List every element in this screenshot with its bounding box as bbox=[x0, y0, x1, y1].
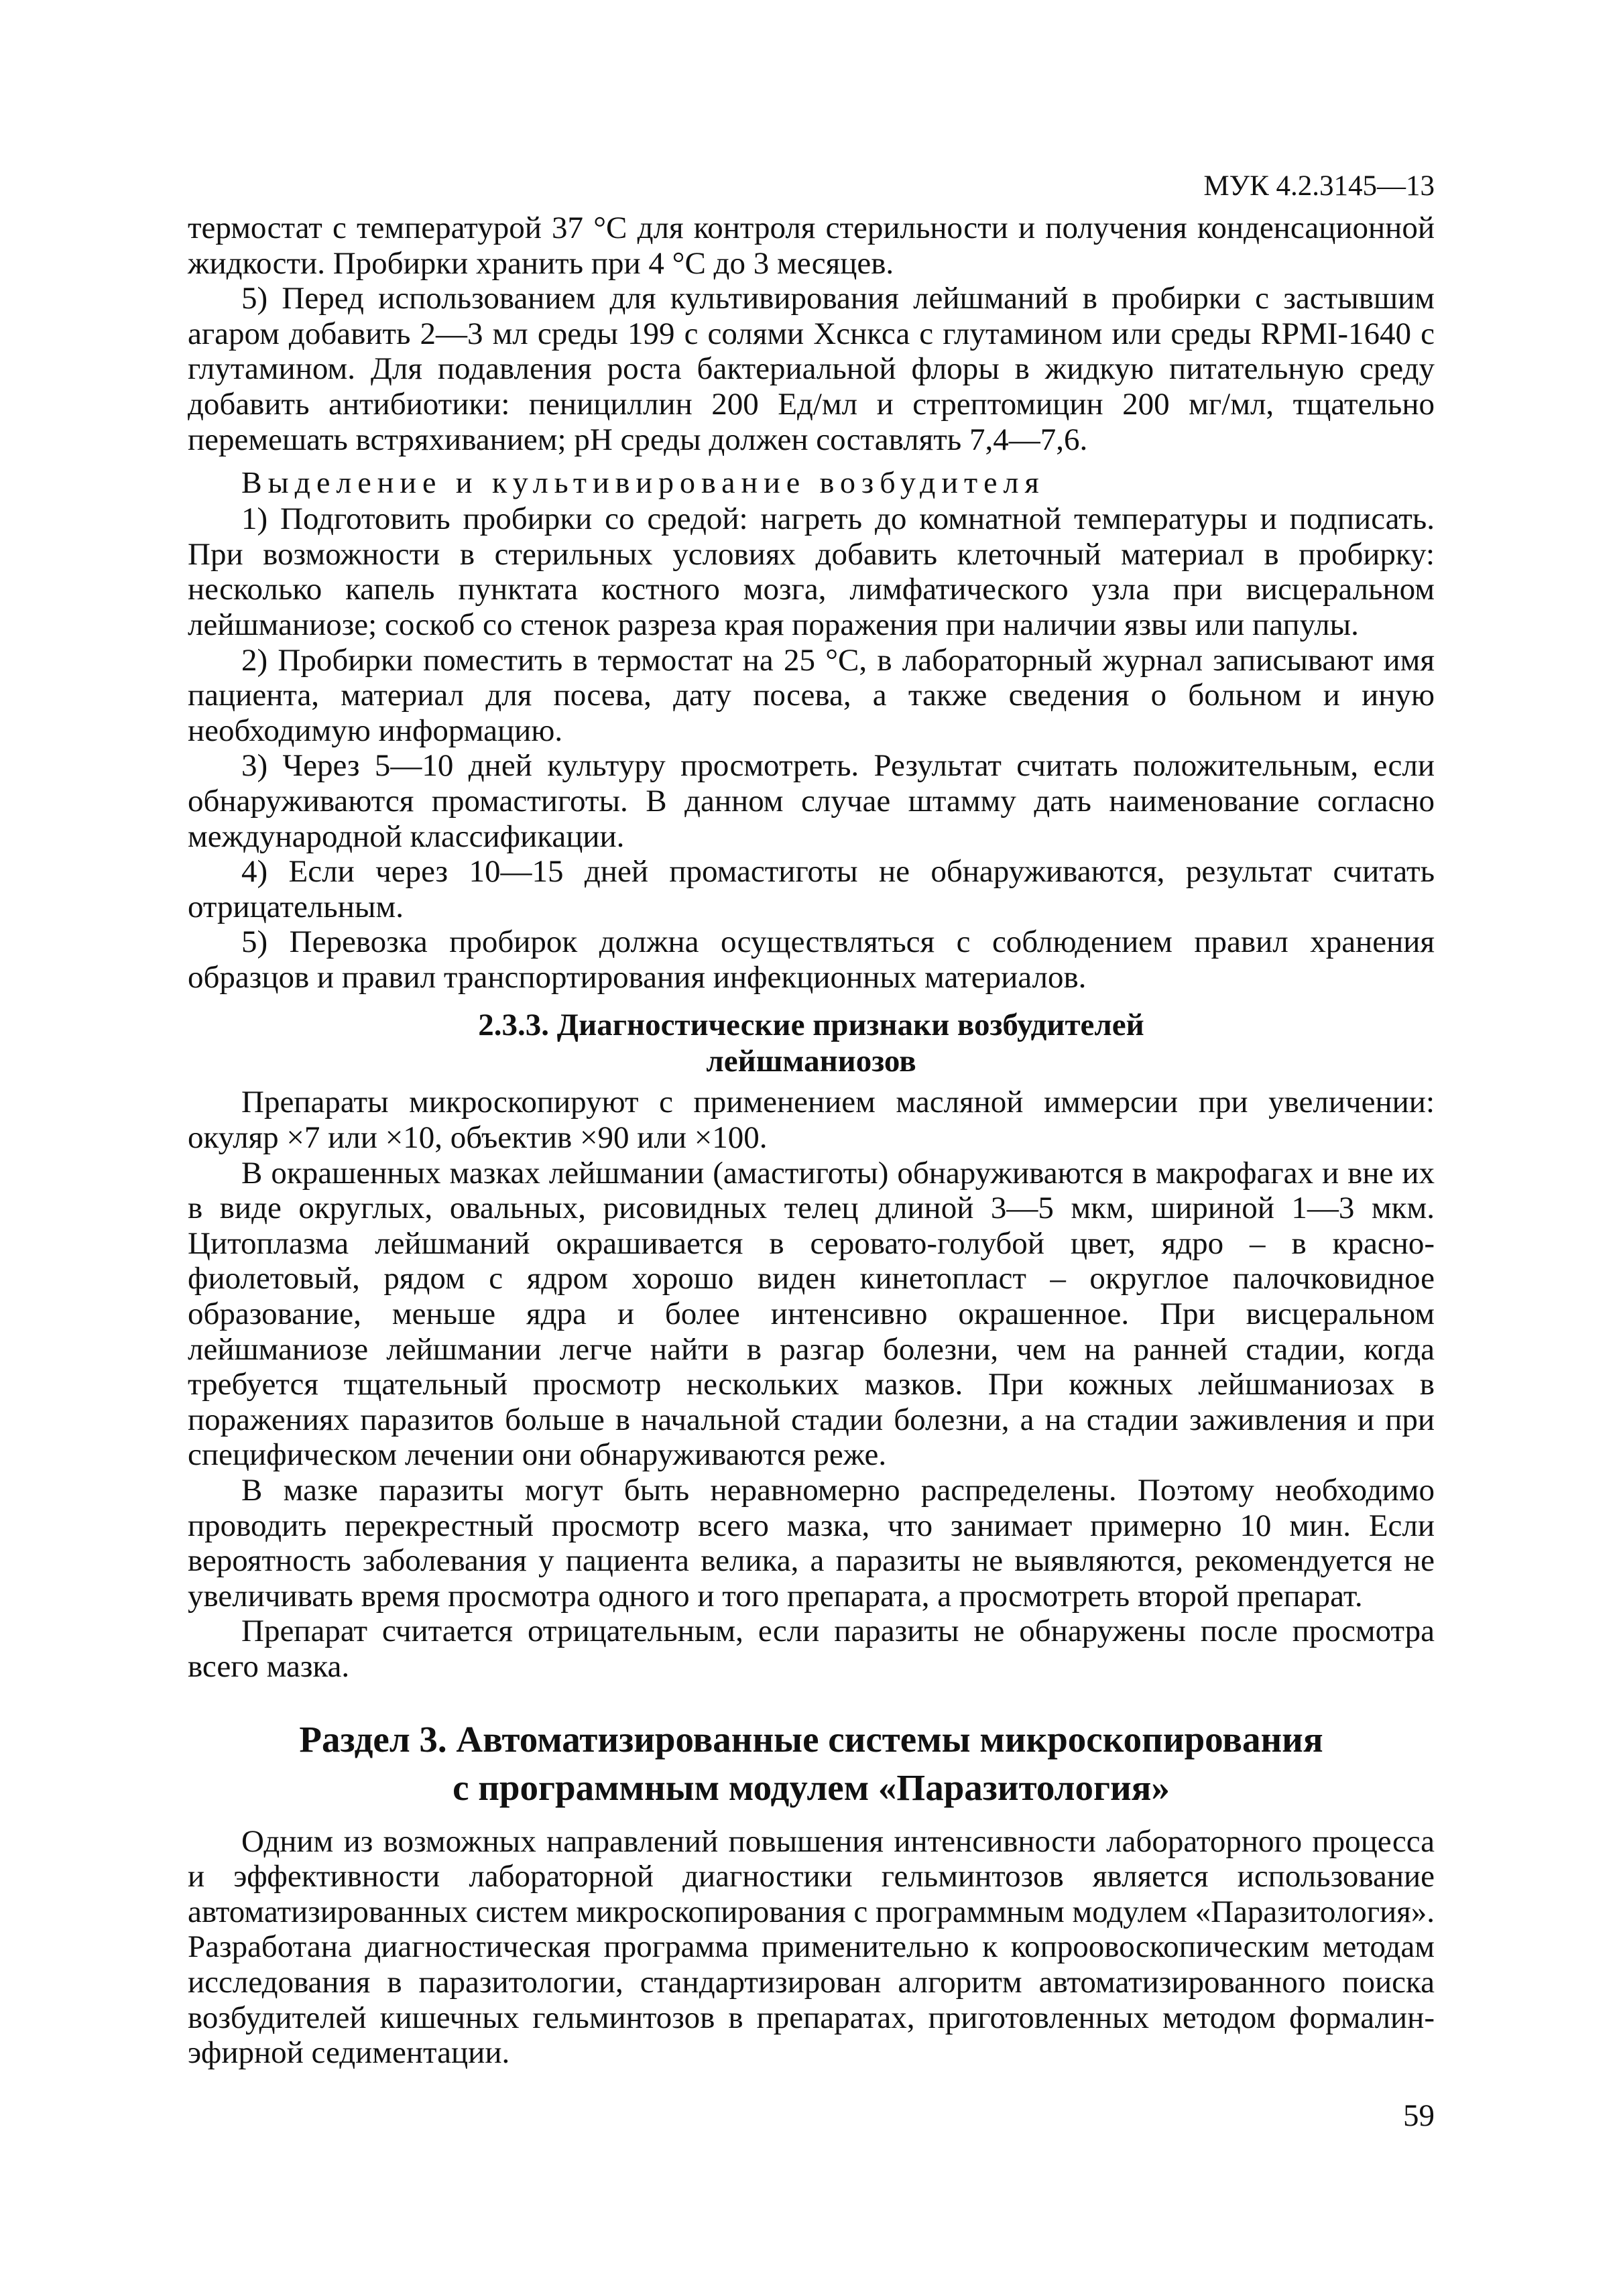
section-title-line: с программным модулем «Паразитология» bbox=[453, 1766, 1170, 1808]
section-title bbox=[188, 1715, 1435, 1812]
paragraph-step-1: 1) Подготовить пробирки со средой: нагреть до комнатной температуры и подписать. При возможности в стерильных условиях добавить клеточный материал в пробирку: несколько капель пунктата костного мозга, лимфатического узла при висцеральном лейшманиозе; соскоб со стенок разреза края поражения при наличии язвы или папулы. bbox=[188, 501, 1435, 642]
body-text bbox=[188, 210, 1435, 2071]
section-title-line: Раздел 3. Автоматизированные системы микроскопирования bbox=[299, 1718, 1323, 1760]
paragraph-magnification: Препараты микроскопируют с применением масляной иммерсии при увеличении: окуляр ×7 или ×10, объектив ×90 или ×100. bbox=[188, 1085, 1435, 1156]
subsection-title-line: лейшманиозов bbox=[706, 1044, 916, 1079]
paragraph-continuation: термостат с температурой 37 °С для контроля стерильности и получения конденсационной жидкости. Пробирки хранить при 4 °С до 3 месяцев. bbox=[188, 210, 1435, 281]
paragraph-step-4: 4) Если через 10—15 дней промастиготы не обнаруживаются, результат считать отрицательным. bbox=[188, 854, 1435, 924]
paragraph-negative-result: Препарат считается отрицательным, если паразиты не обнаружены после просмотра всего мазка. bbox=[188, 1614, 1435, 1684]
page-number: 59 bbox=[1403, 2098, 1435, 2133]
paragraph-step-5-media: 5) Перед использованием для культивирования лейшманий в пробирки с застывшим агаром добавить 2—3 мл среды 199 с солями Хснкса с глутамином или среды RPMI-1640 с глутамином. Для подавления роста бактериальной флоры в жидкую питательную среду добавить антибиотики: пенициллин 200 Ед/мл и стрептомицин 200 мг/мл, тщательно перемешать встряхиванием; рН среды должен составлять 7,4—7,6. bbox=[188, 281, 1435, 457]
spaced-subheading: Выделение и культивирование возбудителя bbox=[241, 465, 1045, 500]
subsection-title bbox=[188, 1007, 1435, 1079]
paragraph-stained-smears: В окрашенных мазках лейшмании (амастиготы) обнаруживаются в макрофагах и вне их в виде округлых, овальных, рисовидных телец длиной 3—5 мкм, шириной 1—3 мкм. Цитоплазма лейшманий окрашивается в серовато-голубой цвет, ядро – в красно-фиолетовый, рядом с ядром хорошо виден кинетопласт – округлое палочковидное образование, меньше ядра и более интенсивно окрашенное. При висцеральном лейшманиозе лейшмании легче найти в разгар болезни, чем на ранней стадии, когда требуется тщательный просмотр нескольких мазков. При кожных лейшманиозах в поражениях паразитов больше в начальной стадии болезни, а на стадии заживления и при специфическом лечении они обнаруживаются реже. bbox=[188, 1155, 1435, 1473]
running-header: МУК 4.2.3145—13 bbox=[1203, 170, 1435, 202]
paragraph-automation: Одним из возможных направлений повышения интенсивности лабораторного процесса и эффективности лабораторной диагностики гельминтозов является использование автоматизированных систем микроскопирования с программным модулем «Паразитология». Разработана диагностическая программа применительно к копроовоскопическим методам исследования в паразитологии, стандартизирован алгоритм автоматизированного поиска возбудителей кишечных гельминтозов в препаратах, приготовленных методом формалин-эфирной седиментации. bbox=[188, 1823, 1435, 2071]
paragraph-step-5-transport: 5) Перевозка пробирок должна осуществляться с соблюдением правил хранения образцов и правил транспортирования инфекционных материалов. bbox=[188, 924, 1435, 995]
paragraph-step-3: 3) Через 5—10 дней культуру просмотреть. Результат считать положительным, если обнаруживаются промастиготы. В данном случае штамму дать наименование согласно международной классификации. bbox=[188, 748, 1435, 854]
paragraph-step-2: 2) Пробирки поместить в термостат на 25 °С, в лабораторный журнал записывают имя пациента, материал для посева, дату посева, а также сведения о больном и иную необходимую информацию. bbox=[188, 642, 1435, 748]
paragraph-cross-view: В мазке паразиты могут быть неравномерно распределены. Поэтому необходимо проводить перекрестный просмотр всего мазка, что занимает примерно 10 мин. Если вероятность заболевания у пациента велика, а паразиты не выявляются, рекомендуется не увеличивать время просмотра одного и того препарата, а просмотреть второй препарат. bbox=[188, 1473, 1435, 1614]
subsection-title-line: 2.3.3. Диагностические признаки возбудителей bbox=[478, 1008, 1144, 1043]
